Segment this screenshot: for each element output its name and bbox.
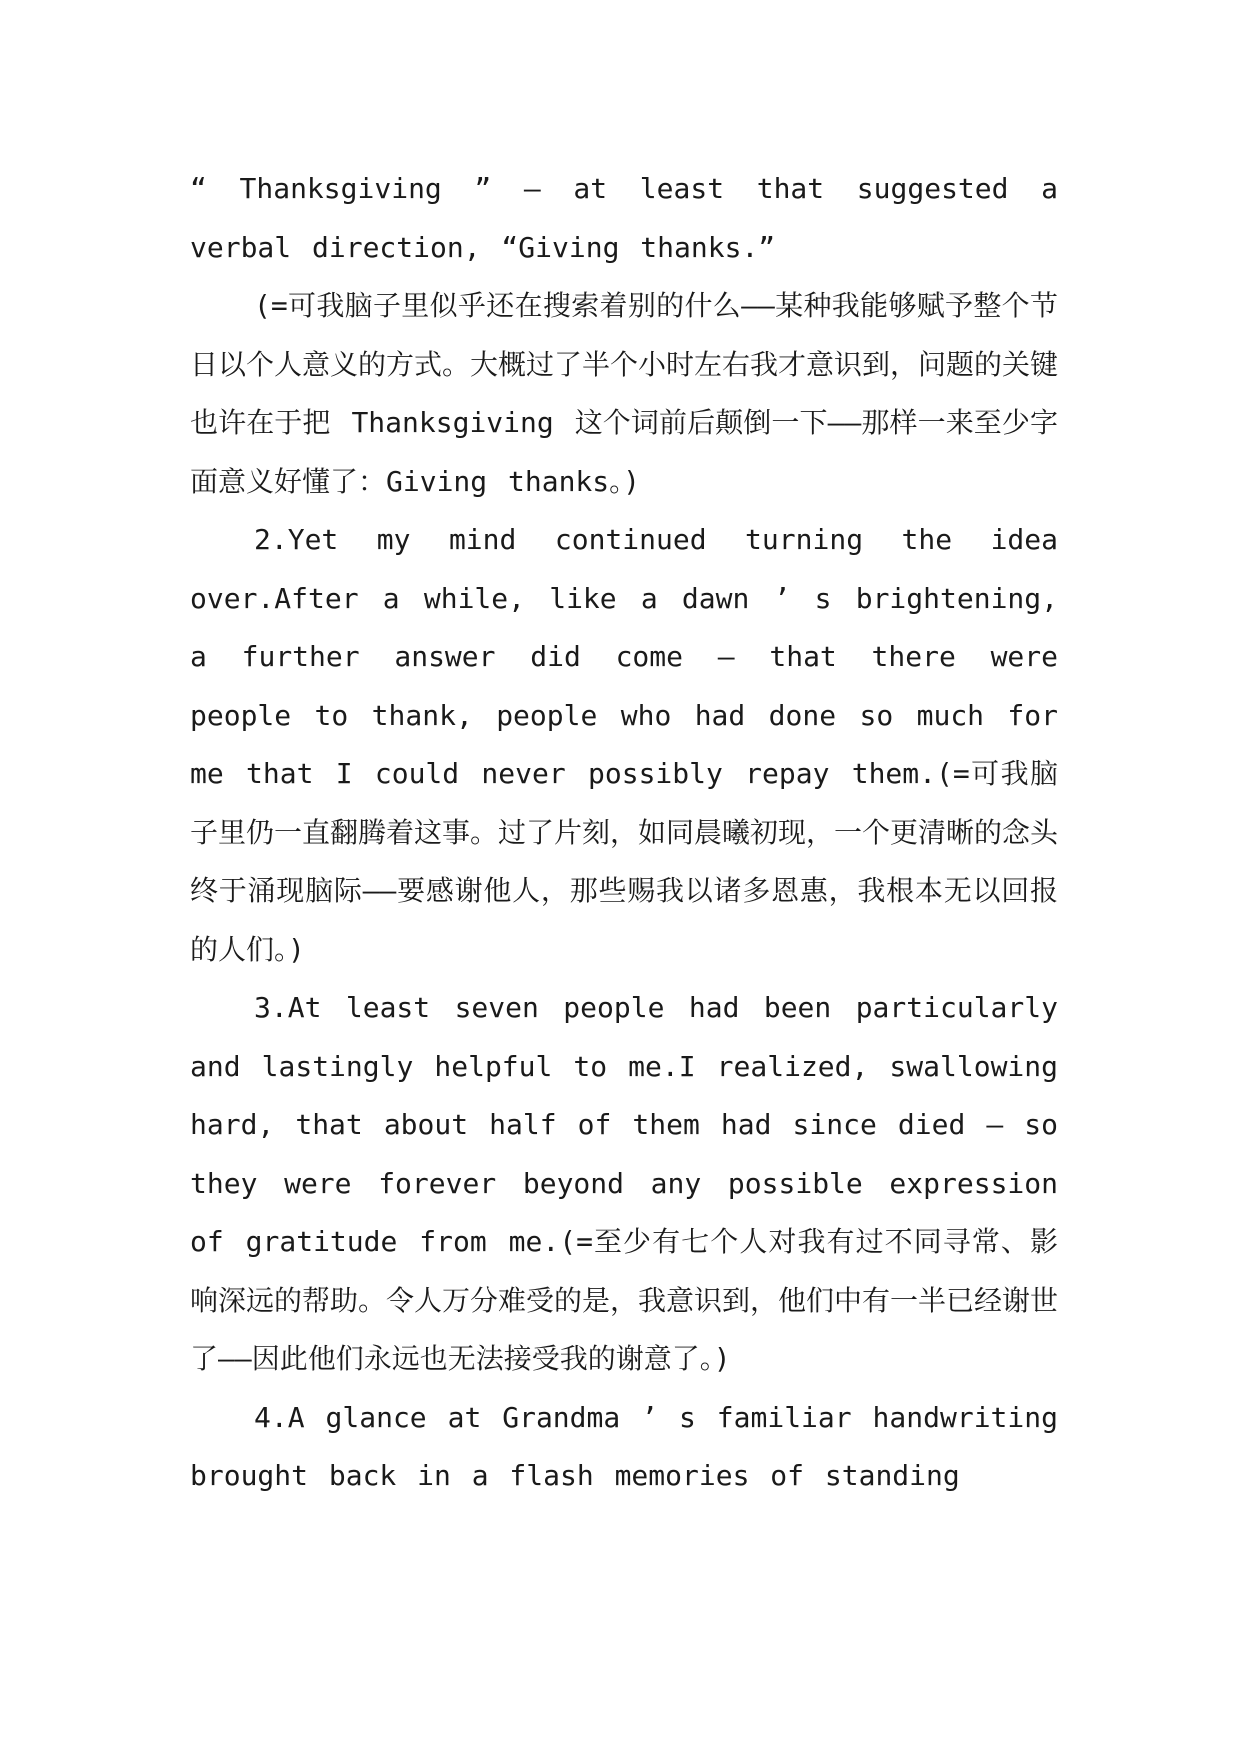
document-body xyxy=(190,160,1058,1506)
paragraph-4-grandma-handwriting: 4.A glance at Grandma ’ s familiar handwriting brought back in a flash memories of standing xyxy=(190,1400,1058,1492)
paragraph-3-seven-people: 3.At least seven people had been particularly and lastingly helpful to me.I realized, swallowing hard, that about half of them had since died — so they were forever beyond any possible expression of gratitude from me.(=至少有七个人对我有过不同寻常、影响深远的帮助。令人万分难受的是，我意识到，他们中有一半已经谢世了——因此他们永远也无法接受我的谢意了。) xyxy=(190,991,1059,1375)
paragraph-translation-1: (=可我脑子里似乎还在搜索着别的什么——某种我能够赋予整个节日以个人意义的方式。大概过了半个小时左右我才意识到，问题的关键也许在于把 Thanksgiving 这个词前后颠倒一下——那样一来至少字面意义好懂了：Giving thanks。) xyxy=(190,289,1059,498)
paragraph-thanksgiving-direction: “ Thanksgiving ” — at least that suggested a verbal direction, “Giving thanks.” xyxy=(190,172,1058,264)
paragraph-2-mind-turning: 2.Yet my mind continued turning the idea over.After a while, like a dawn ’ s brightening, a further answer did come — that there were people to thank, people who had done so much for me that I could never possibly repay them.(=可我脑子里仍一直翻腾着这事。过了片刻，如同晨曦初现，一个更清晰的念头终于涌现脑际——要感谢他人，那些赐我以诸多恩惠，我根本无以回报的人们。) xyxy=(190,523,1059,966)
